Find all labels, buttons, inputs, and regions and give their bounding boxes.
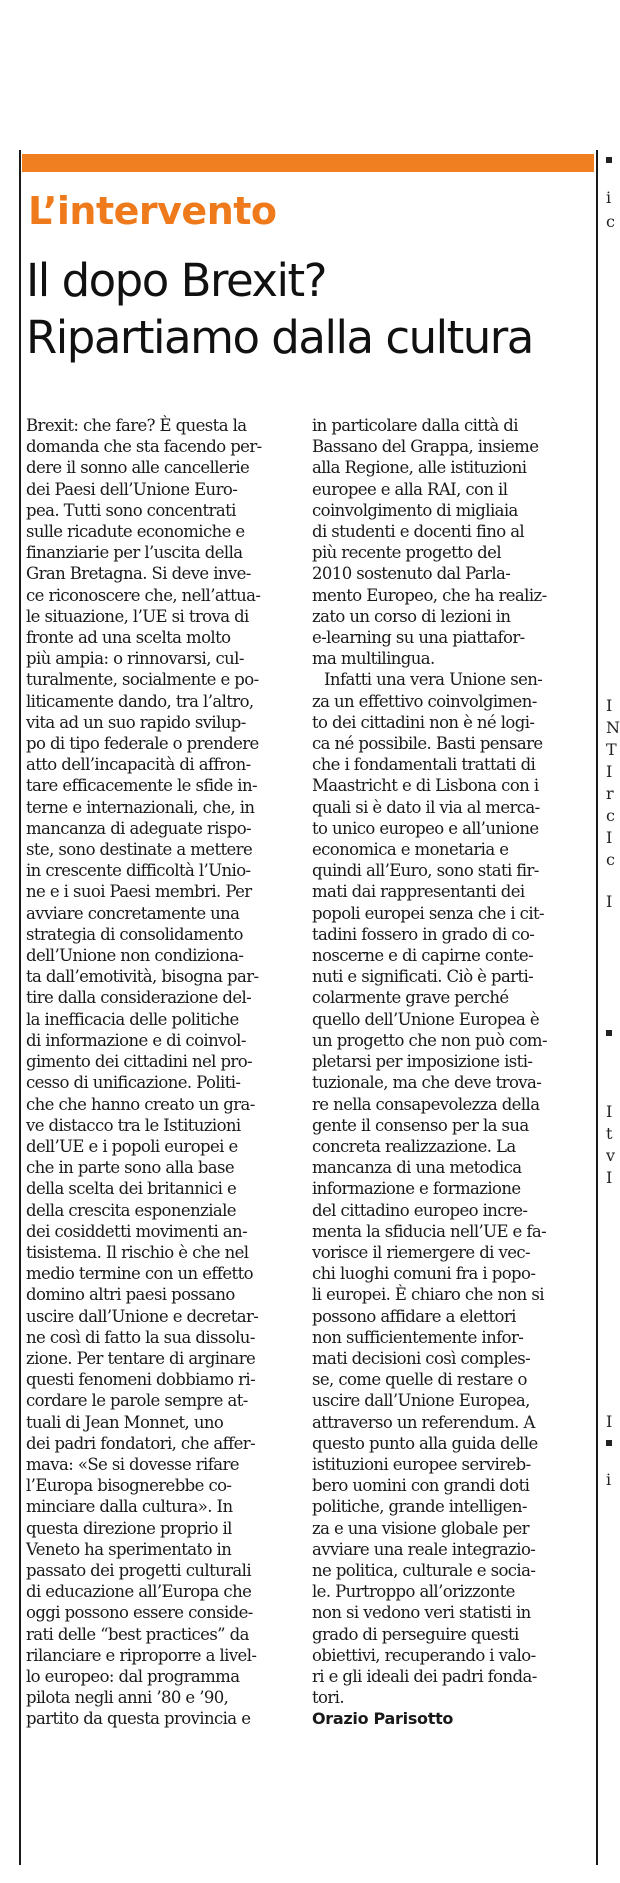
text-line: ne così di fatto la sua dissolu- [26,1327,255,1347]
text-line: di informazione e di coinvol- [26,1030,246,1050]
text-line: mancanza di una metodica [312,1158,522,1178]
text-line: questa direzione proprio il [26,1518,232,1538]
text-line: minciare dalla cultura». In [26,1497,233,1517]
text-line: quali si è dato il via al merca- [312,797,540,817]
column-rule-left [19,150,21,1865]
fragment-letter: i [606,188,612,207]
text-line: gimento dei cittadini nel pro- [26,1052,253,1072]
text-line: finanziarie per l’uscita della [26,543,243,563]
section-kicker: L’intervento [28,189,277,233]
text-line: di studenti e docenti fino al [312,522,525,542]
text-line: grado di perseguire questi [312,1624,519,1644]
text-line: uscire dall’Unione e decretar- [26,1306,259,1326]
text-line: tire dalla considerazione del- [26,988,252,1008]
text-line: ne e i suoi Paesi membri. Per [26,882,252,902]
text-line: zione. Per tentare di arginare [26,1348,256,1368]
text-line: non sufficientemente infor- [312,1327,524,1347]
text-line: obiettivi, recuperando i valo- [312,1645,536,1665]
text-line: ve distacco tra le Istituzioni [26,1115,241,1135]
text-line: dell’UE e i popoli europei e [26,1136,238,1156]
text-line: dei Paesi dell’Unione Euro- [26,479,238,499]
fragment-letter: I [606,762,613,781]
text-line: mati decisioni così comples- [312,1348,531,1368]
text-line: cordare le parole sempre at- [26,1391,248,1411]
text-line: non si vedono veri statisti in [312,1603,531,1623]
text-line: tisistema. Il rischio è che nel [26,1242,249,1262]
fragment-letter: T [606,740,617,759]
text-line: domanda che sta facendo per- [26,437,262,457]
text-line: po di tipo federale o prendere [26,734,259,754]
text-line: mancanza di adeguate rispo- [26,818,252,838]
bullet-mark [606,157,612,163]
text-line: più ampia: o rinnovarsi, cul- [26,649,244,669]
text-line: in crescente difficoltà l’Unio- [26,861,251,881]
text-line: za e una visione globale per [312,1518,529,1538]
text-line: ce riconoscere che, nell’attua- [26,585,261,605]
text-line: domino altri paesi possano [26,1285,235,1305]
text-line: liticamente dando, tra l’altro, [26,691,254,711]
text-line: pilota negli anni ’80 e ’90, [26,1688,229,1708]
text-line: 2010 sostenuto dal Parla- [312,564,511,584]
article-headline [26,252,594,366]
text-line: menta la sfiducia nell’UE e fa- [312,1221,547,1241]
text-line: ne politica, culturale e socia- [312,1560,536,1580]
text-line: istituzioni europee servireb- [312,1454,531,1474]
text-line: rilanciare e riproporre a livel- [26,1645,257,1665]
headline-line: Ripartiamo dalla cultura [26,311,533,364]
text-line: passato dei progetti culturali [26,1560,252,1580]
article-column-2 [312,415,585,1730]
text-line: gente il consenso per la sua [312,1115,529,1135]
fragment-letter: I [606,696,613,715]
text-line: uscire dall’Unione Europea, [312,1391,530,1411]
column-rule-right [596,150,598,1865]
text-line: questi fenomeni dobbiamo ri- [26,1370,256,1390]
fragment-letter: c [606,806,615,825]
text-line: Infatti una vera Unione sen- [324,670,543,690]
fragment-letter: c [606,212,615,231]
text-line: concreta realizzazione. La [312,1136,516,1156]
article-column-1 [26,415,299,1730]
text-line: le situazione, l’UE si trova di [26,606,249,626]
text-line: li europei. È chiaro che non si [312,1285,544,1305]
text-line: del cittadino europeo incre- [312,1200,528,1220]
text-line: coinvolgimento di migliaia [312,500,518,520]
text-line: che che hanno creato un gra- [26,1094,255,1114]
fragment-letter: N [606,718,620,737]
text-line: za un effettivo coinvolgimen- [312,691,537,711]
text-line: cesso di unificazione. Politi- [26,1073,241,1093]
text-line: un progetto che non può com- [312,1030,547,1050]
text-line: rati delle “best practices” da [26,1624,249,1644]
text-line: avviare una reale integrazio- [312,1539,536,1559]
text-line: medio termine con un effetto [26,1264,253,1284]
text-line: Veneto ha sperimentato in [26,1539,232,1559]
text-line: nuti e significati. Ciò è parti- [312,967,534,987]
text-line: colarmente grave perché [312,988,509,1008]
text-line: la inefficacia delle politiche [26,1009,239,1029]
text-line: terne e internazionali, che, in [26,797,255,817]
text-line: della scelta dei britannici e [26,1179,237,1199]
text-line: tuzionale, ma che deve trova- [312,1073,542,1093]
text-line: più recente progetto del [312,543,501,563]
text-line: chi luoghi comuni fra i popo- [312,1264,536,1284]
text-line: ta dall’emotività, bisogna par- [26,967,259,987]
text-line: lo europeo: dal programma [26,1666,240,1686]
text-line: Brexit: che fare? È questa la [26,416,247,435]
text-line: Maastricht e di Lisbona con i [312,776,539,796]
text-line: partito da questa provincia e [26,1709,251,1729]
text-line: attraverso un referendum. A [312,1412,535,1432]
fragment-letter: i [606,1470,612,1489]
text-line: economica e monetaria e [312,840,509,860]
text-line: le. Purtroppo all’orizzonte [312,1582,515,1602]
text-line: dell’Unione non condiziona- [26,946,244,966]
fragment-letter: t [606,1124,613,1143]
headline-line: Il dopo Brexit? [26,254,327,307]
text-line: questo punto alla guida delle [312,1433,538,1453]
text-line: ca né possibile. Basti pensare [312,734,543,754]
text-line: pea. Tutti sono concentrati [26,500,236,520]
text-line: tuali di Jean Monnet, uno [26,1412,224,1432]
text-line: quindi all’Euro, sono stati fir- [312,861,539,881]
bullet-mark [606,1030,612,1036]
text-line: to dei cittadini non è né logi- [312,712,535,732]
text-line: mava: «Se si dovesse rifare [26,1454,239,1474]
text-line: se, come quelle di restare o [312,1370,527,1390]
text-line: mati dai rappresentanti dei [312,882,525,902]
text-line: vorisce il riemergere di vec- [312,1242,530,1262]
text-line: e-learning su una piattafor- [312,628,525,648]
fragment-letter: c [606,850,615,869]
text-line: fronte ad una scelta molto [26,628,231,648]
text-line: dei padri fondatori, che affer- [26,1433,256,1453]
text-line: atto dell’incapacità di affron- [26,755,251,775]
text-line: tori. [312,1688,344,1708]
text-line: politiche, grande intelligen- [312,1497,527,1517]
fragment-letter: v [606,1146,616,1165]
text-line: pletarsi per imposizione isti- [312,1052,533,1072]
text-line: in particolare dalla città di [312,416,518,435]
text-line: alla Regione, alle istituzioni [312,458,527,478]
author-signature: Orazio Parisotto [312,1709,454,1729]
text-line: popoli europei senza che i cit- [312,903,545,923]
text-line: bero uomini con grandi doti [312,1476,530,1496]
text-line: quello dell’Unione Europea è [312,1009,540,1029]
text-line: sulle ricadute economiche e [26,522,245,542]
text-line: che in parte sono alla base [26,1158,235,1178]
text-line: l’Europa bisognerebbe co- [26,1476,232,1496]
text-line: Bassano del Grappa, insieme [312,437,539,457]
text-line: noscerne e di capirne conte- [312,946,534,966]
bullet-mark [606,1440,612,1446]
text-line: ma multilingua. [312,649,435,669]
text-line: informazione e formazione [312,1179,521,1199]
text-line: che i fondamentali trattati di [312,755,536,775]
fragment-letter: I [606,1168,613,1187]
fragment-letter: I [606,892,613,911]
text-line: vita ad un suo rapido svilup- [26,712,246,732]
text-line: europee e alla RAI, con il [312,479,508,499]
text-line: tadini fossero in grado di co- [312,924,535,944]
text-line: zato un corso di lezioni in [312,606,511,626]
text-line: ri e gli ideali dei padri fonda- [312,1666,537,1686]
text-line: dei cosiddetti movimenti an- [26,1221,248,1241]
fragment-letter: r [606,784,614,803]
text-line: Gran Bretagna. Si deve inve- [26,564,251,584]
text-line: mento Europeo, che ha realiz- [312,585,547,605]
text-line: tare efficacemente le sfide in- [26,776,257,796]
text-line: re nella consapevolezza della [312,1094,540,1114]
text-line: di educazione all’Europa che [26,1582,252,1602]
text-line: dere il sonno alle cancellerie [26,458,250,478]
text-line: oggi possono essere conside- [26,1603,253,1623]
fragment-letter: I [606,1412,613,1431]
fragment-letter: I [606,828,613,847]
text-line: to unico europeo e all’unione [312,818,539,838]
section-color-bar [22,154,594,172]
text-line: avviare concretamente una [26,903,240,923]
text-line: della crescita esponenziale [26,1200,236,1220]
text-line: ste, sono destinate a mettere [26,840,253,860]
fragment-letter: I [606,1102,613,1121]
text-line: strategia di consolidamento [26,924,243,944]
text-line: turalmente, socialmente e po- [26,670,259,690]
text-line: possono affidare a elettori [312,1306,516,1326]
